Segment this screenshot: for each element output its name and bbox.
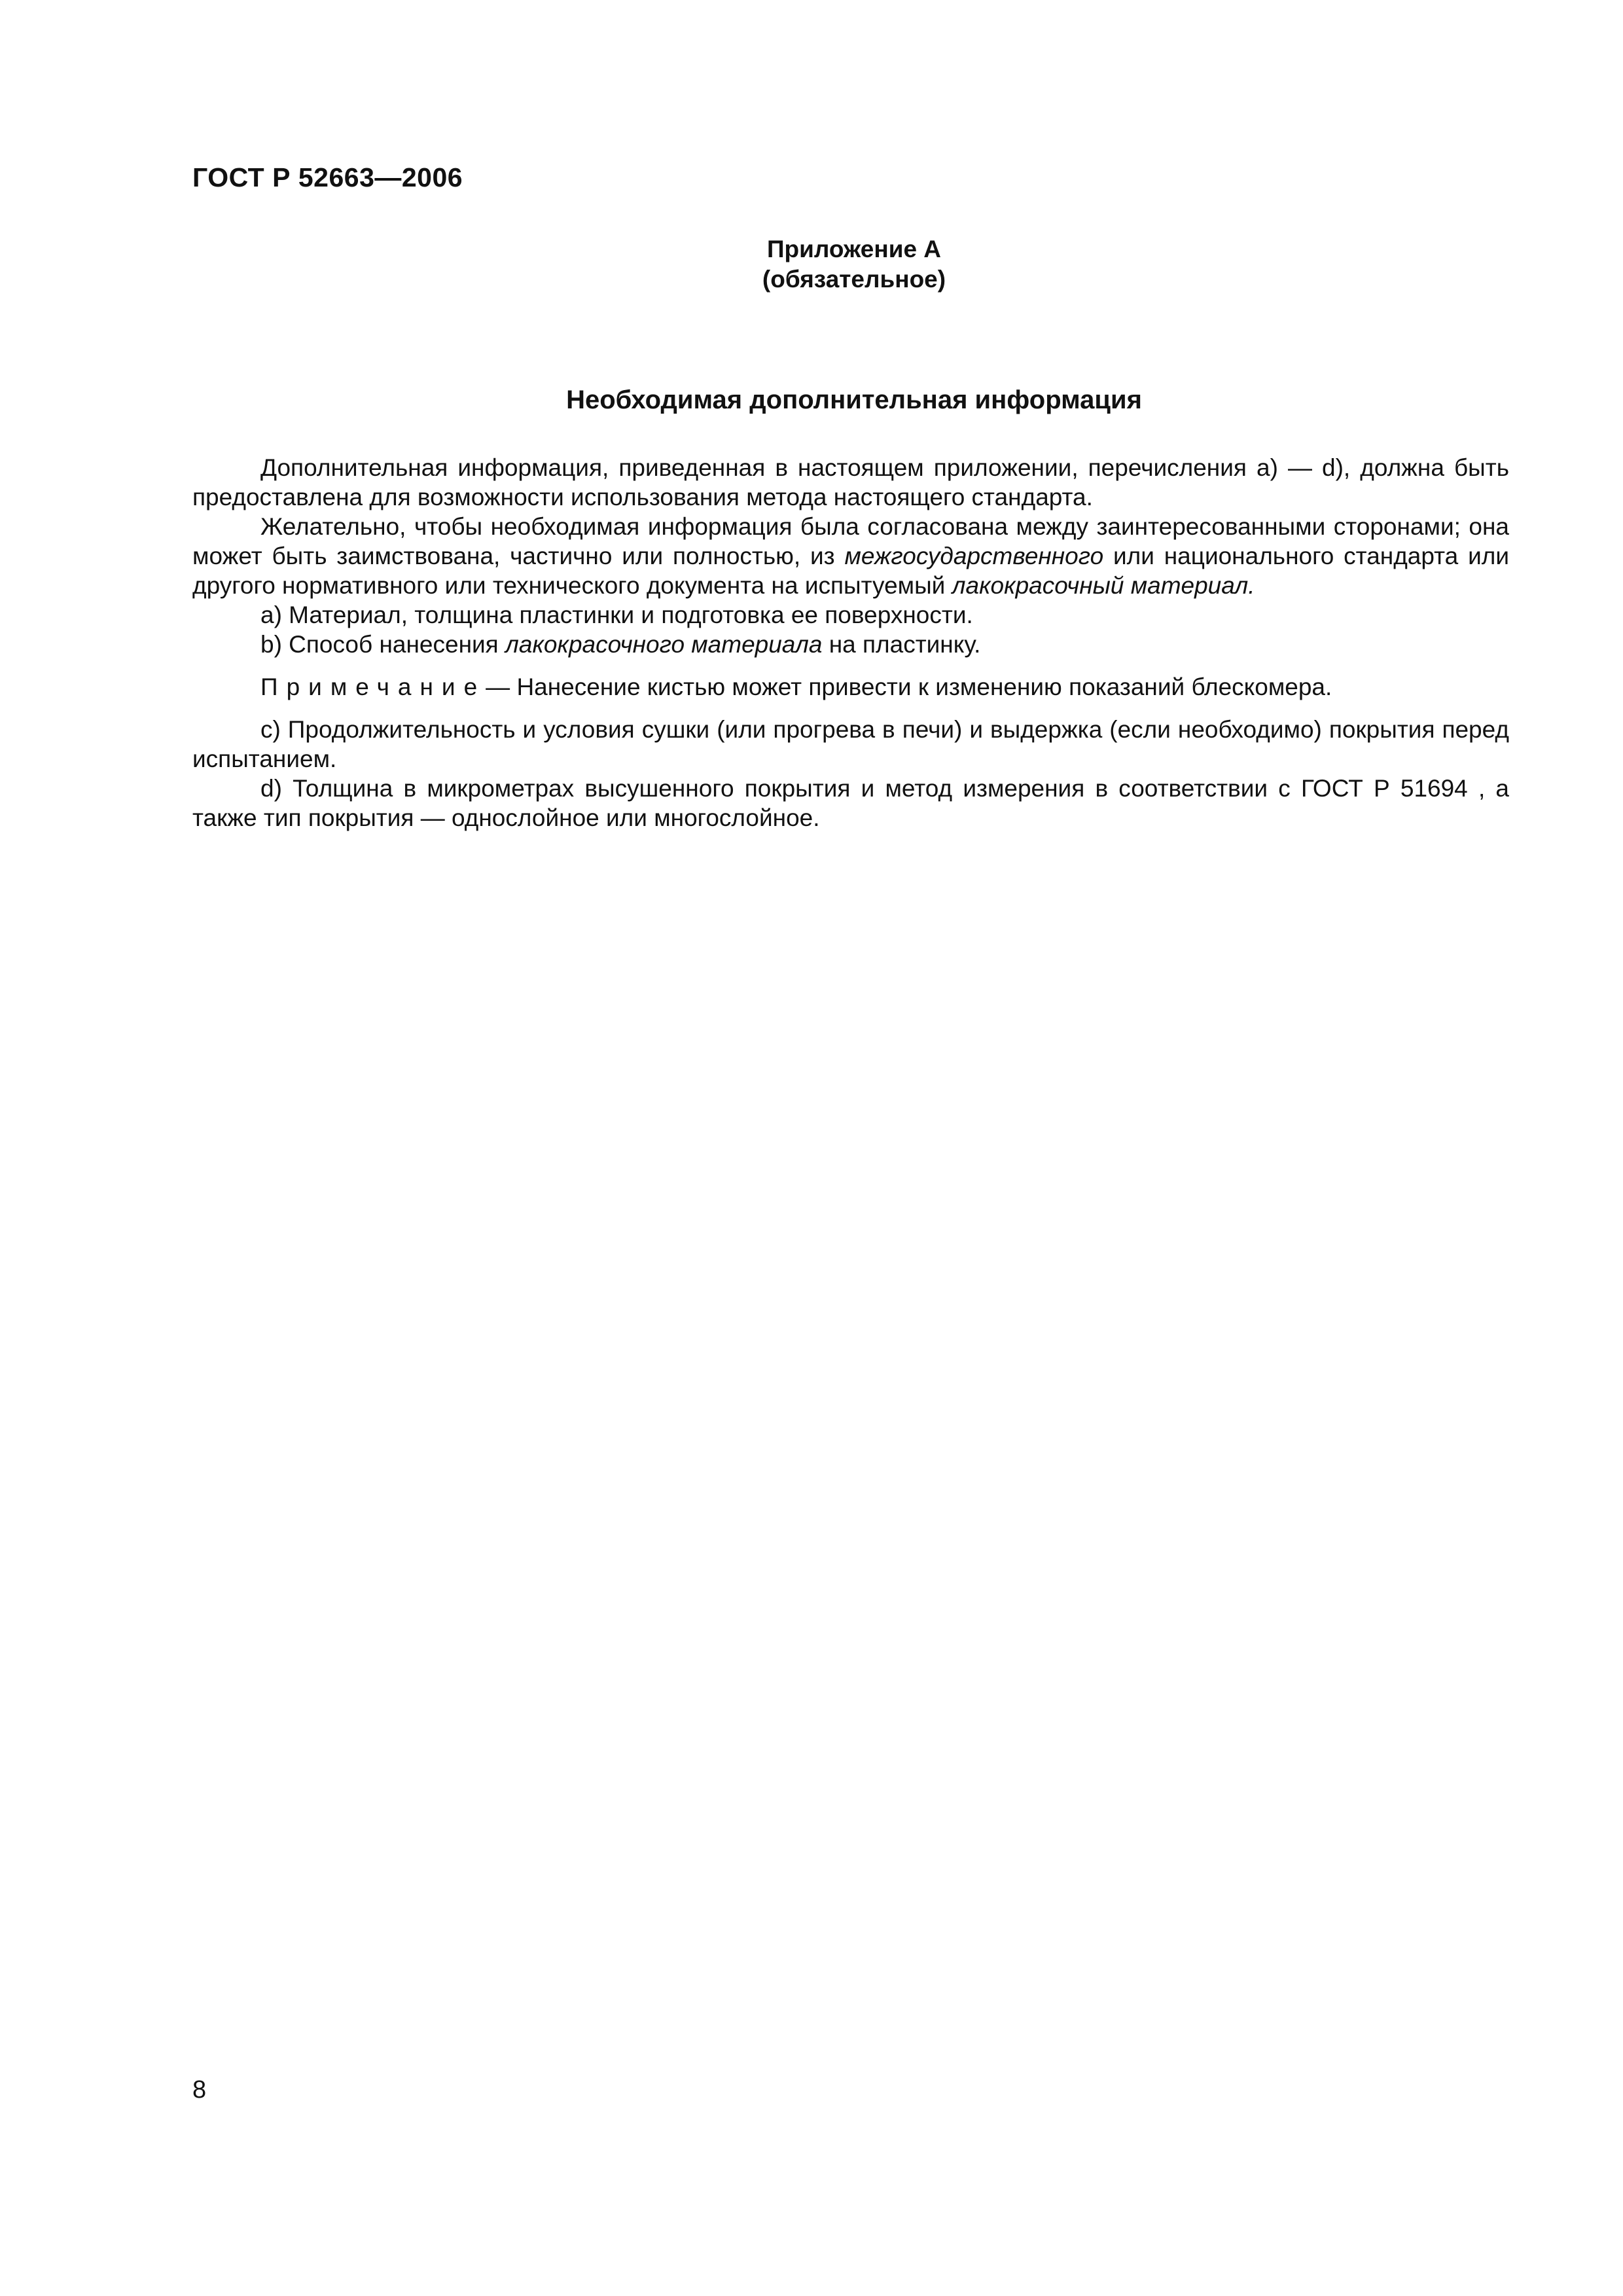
- list-item-b-text-2: на пластинку.: [822, 631, 981, 658]
- page-number: 8: [192, 2076, 207, 2104]
- paragraph-agreement-text-1: Желательно, чтобы необходимая информация была согласована между заинтересованными сторонами; она может быть заимствована, частично или полностью, из: [192, 513, 1509, 569]
- document-header: ГОСТ Р 52663—2006: [192, 162, 463, 192]
- list-item-b-italic: лакокрасочного материала: [505, 631, 823, 658]
- list-item-b-text-1: b) Способ нанесения: [260, 631, 505, 658]
- paragraph-agreement-italic-1: межгосударственного: [844, 543, 1104, 569]
- list-item-b: [192, 630, 1509, 659]
- list-item-c: с) Продолжительность и условия сушки (или прогрева в печи) и выдержка (если необходимо) покрытия перед испытанием.: [192, 716, 1509, 772]
- paragraph-agreement-text-2: или национального стандарта или другого нормативного или технического документа на испытуемый: [192, 543, 1509, 599]
- document-body: [192, 453, 1509, 833]
- appendix-heading: [0, 234, 1623, 295]
- list-item-d: d) Толщина в микрометрах высушенного покрытия и метод измерения в соответствии с ГОСТ Р 51694 , а также тип покрытия — однослойное или многослойное.: [192, 775, 1509, 831]
- appendix-title: Приложение А: [766, 236, 942, 262]
- note-paragraph: [192, 672, 1509, 702]
- paragraph-intro: Дополнительная информация, приведенная в настоящем приложении, перечисления а) — d), должна быть предоставлена для возможности использования метода настоящего стандарта.: [192, 454, 1509, 511]
- paragraph-agreement: [192, 512, 1509, 600]
- paragraph-agreement-italic-2: лакокрасочный материал.: [952, 572, 1255, 599]
- note-text: — Нанесение кистью может привести к изменению показаний блескомера.: [486, 673, 1332, 700]
- note-label: Примечание: [260, 673, 486, 700]
- appendix-status: (обязательное): [762, 266, 946, 293]
- section-title: Необходимая дополнительная информация: [566, 386, 1142, 414]
- list-item-a: а) Материал, толщина пластинки и подготовка ее поверхности.: [260, 601, 973, 628]
